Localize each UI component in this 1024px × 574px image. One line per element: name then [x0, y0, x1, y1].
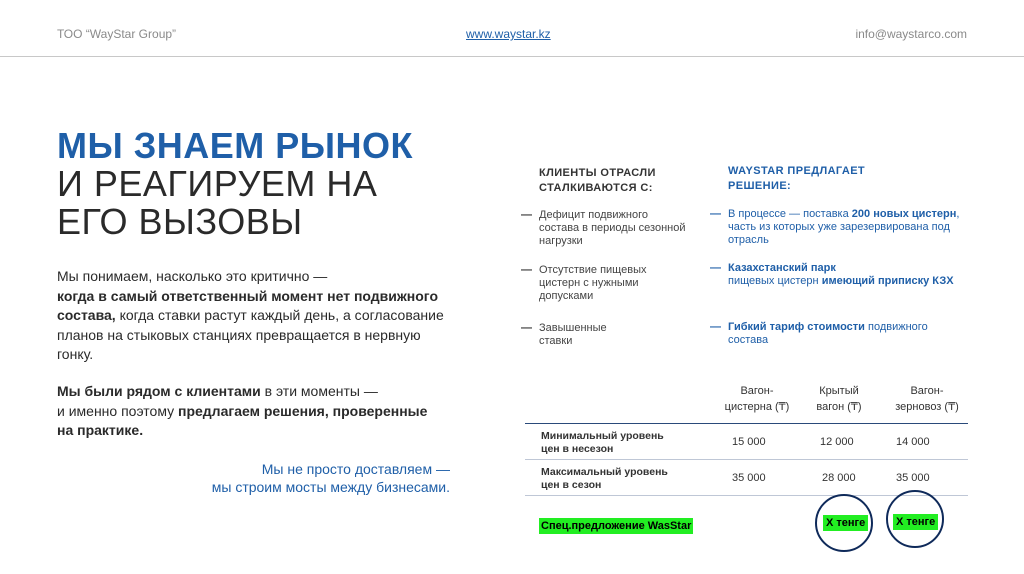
column-header-covered — [808, 383, 870, 415]
intro-p1-c: когда ставки растут каждый день, а согласование планов на стыковых станциях превращается в нервную гонку. — [57, 307, 444, 362]
table-row-label — [541, 466, 701, 492]
challenges-heading-line-2: СТАЛКИВАЮТСЯ С: — [539, 182, 653, 194]
dash-bullet: — — [521, 264, 532, 276]
solutions-heading — [728, 164, 898, 194]
solution-item — [710, 208, 968, 247]
intro-p2-c: и именно поэтому — [57, 402, 178, 419]
challenge-item — [521, 322, 629, 348]
website-link[interactable]: www.waystar.kz — [466, 27, 551, 41]
dash-bullet: — — [710, 321, 721, 333]
intro-p3-b: мы строим мосты между бизнесами. — [211, 479, 450, 495]
challenges-heading — [539, 166, 679, 196]
solution-2-a: Казахстанский парк — [728, 262, 836, 274]
challenge-text: Дефицит подвижного состава в периоды сезонной нагрузки — [539, 209, 686, 247]
table-row-label — [541, 430, 701, 456]
solution-2-b: пищевых цистерн — [728, 275, 822, 287]
table-row-divider — [525, 459, 968, 460]
intro-paragraph-1 — [57, 267, 447, 365]
row-label-line-2: цен в несезон — [541, 443, 614, 455]
table-cell: 28 000 — [822, 472, 856, 484]
challenge-text: Отсутствие пищевых цистерн с нужными допусками — [539, 264, 647, 302]
intro-paragraph-2 — [57, 382, 437, 441]
solution-2-c: имеющий приписку КЗХ — [821, 275, 954, 287]
page-title — [57, 127, 413, 241]
solutions-heading-line-1: WAYSTAR ПРЕДЛАГАЕТ — [728, 165, 866, 177]
intro-p2-d: предлагаем решения, проверенные на практике. — [57, 402, 428, 438]
column-header-line-2: цистерна (₸) — [724, 401, 790, 413]
column-header-line-1: Крытый — [819, 385, 859, 397]
column-header-line-2: зерновоз (₸) — [895, 401, 959, 413]
row-label-line-2: цен в сезон — [541, 479, 602, 491]
column-header-line-1: Вагон- — [910, 385, 944, 397]
solution-1-c: , часть из которых уже зарезервирована под отрасль — [728, 208, 960, 246]
table-cell: 15 000 — [732, 436, 766, 448]
challenge-item — [521, 264, 689, 303]
dash-bullet: — — [521, 209, 532, 221]
intro-paragraph-3 — [150, 460, 450, 496]
solution-item — [710, 321, 968, 347]
challenge-item — [521, 209, 689, 248]
table-cell: 12 000 — [820, 436, 854, 448]
special-offer-label: Спец.предложение WasStar — [541, 520, 692, 532]
solution-item — [710, 262, 968, 288]
dash-bullet: — — [710, 208, 721, 220]
column-header-line-2: вагон (₸) — [816, 401, 862, 413]
table-top-border — [525, 423, 968, 424]
header — [0, 0, 1024, 57]
intro-p3-a: Мы не просто доставляем — — [261, 461, 450, 477]
row-label-line-1: Максимальный уровень — [541, 466, 668, 478]
special-price-tag: Х тенге — [823, 515, 868, 531]
title-line-2: И РЕАГИРУЕМ НА — [57, 163, 378, 204]
challenge-text: Завышенные ставки — [539, 322, 607, 347]
dash-bullet: — — [521, 322, 532, 334]
special-price-tag: Х тенге — [893, 514, 938, 530]
solutions-heading-line-2: РЕШЕНИЕ: — [728, 180, 792, 192]
solution-1-a: В процессе — поставка — [728, 208, 852, 220]
title-line-1: МЫ ЗНАЕМ РЫНОК — [57, 125, 414, 166]
dash-bullet: — — [710, 262, 721, 274]
table-cell: 35 000 — [732, 472, 766, 484]
table-cell: 14 000 — [896, 436, 930, 448]
row-label-line-1: Минимальный уровень — [541, 430, 664, 442]
intro-p1-b: когда в самый ответственный момент нет подвижного состава, — [57, 287, 438, 323]
solution-1-b: 200 новых цистерн — [851, 208, 957, 220]
intro-p2-a: Мы были рядом с клиентами — [57, 383, 261, 399]
challenges-heading-line-1: КЛИЕНТЫ ОТРАСЛИ — [539, 167, 656, 179]
intro-p2-b: в эти моменты — — [260, 383, 378, 399]
solution-3-b: подвижного состава — [728, 321, 928, 346]
intro-p1-a: Мы понимаем, насколько это критично — — [57, 268, 328, 284]
column-header-grain — [888, 383, 966, 415]
title-line-3: ЕГО ВЫЗОВЫ — [57, 201, 303, 242]
contact-email: info@waystarco.com — [855, 27, 967, 41]
solution-3-a: Гибкий тариф стоимости — [728, 321, 865, 333]
table-cell: 35 000 — [896, 472, 930, 484]
company-name: ТОО “WayStar Group” — [57, 27, 177, 41]
column-header-tank — [722, 383, 792, 415]
column-header-line-1: Вагон- — [740, 385, 774, 397]
